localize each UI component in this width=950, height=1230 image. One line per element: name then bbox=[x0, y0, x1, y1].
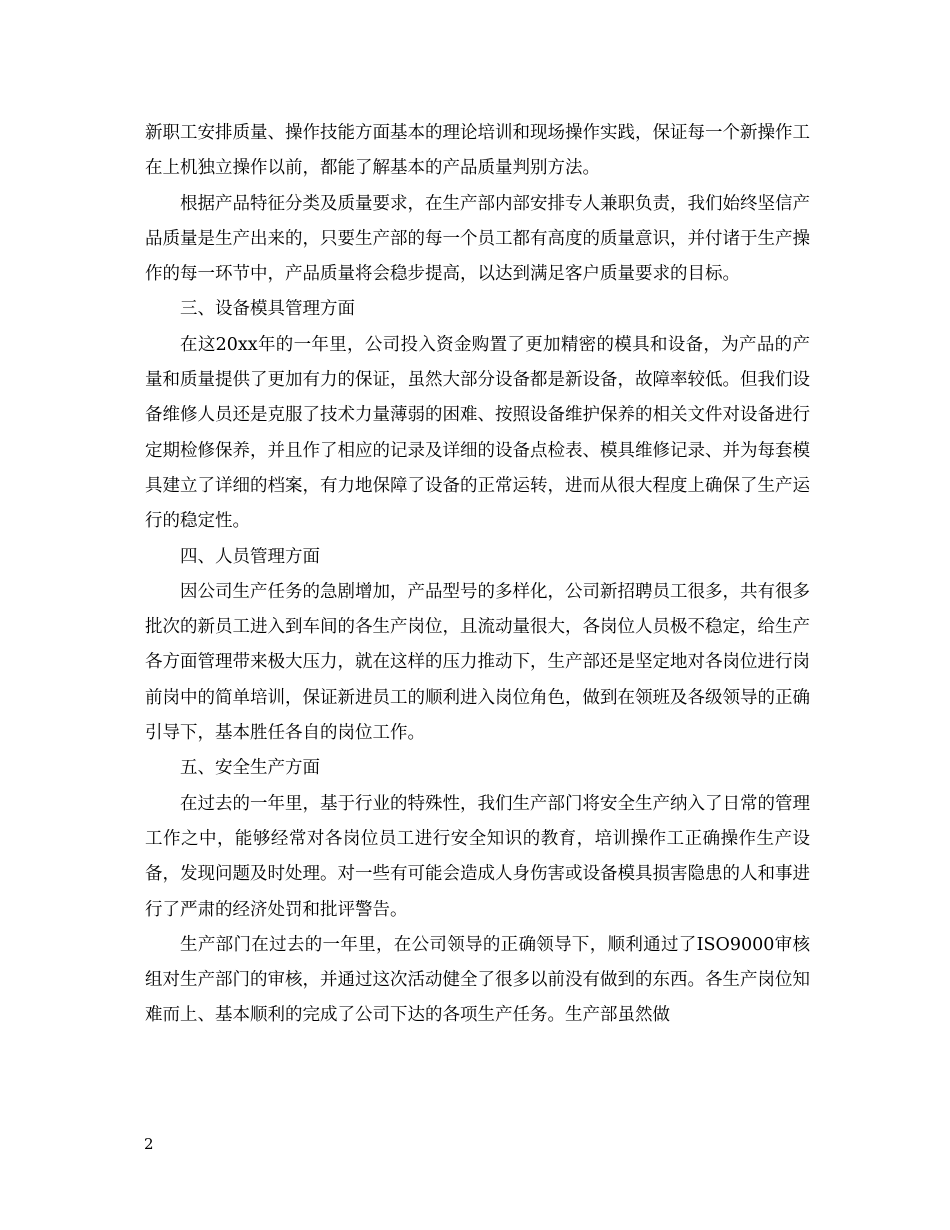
paragraph-equipment: 在这20xx年的一年里，公司投入资金购置了更加精密的模具和设备，为产品的产量和质量提供了更加有力的保证，虽然大部分设备都是新设备，故障率较低。但我们设备维修人员还是克服了技术力量薄弱的困难、按照设备维护保养的相关文件对设备进行定期检修保养，并且作了相应的记录及详细的设备点检表、模具维修记录、并为每套模具建立了详细的档案，有力地保障了设备的正常运转，进而从很大程度上确保了生产运行的稳定性。 bbox=[145, 334, 810, 532]
paragraph-summary: 生产部门在过去的一年里，在公司领导的正确领导下，顺利通过了ISO9000审核组对生产部门的审核，并通过这次活动健全了很多以前没有做到的东西。各生产岗位知难而上、基本顺利的完成了公司下达的各项生产任务。生产部虽然做 bbox=[145, 934, 810, 1026]
section-heading-equipment: 三、设备模具管理方面 bbox=[180, 299, 355, 320]
document-body bbox=[145, 116, 810, 1034]
section-heading-safety: 五、安全生产方面 bbox=[180, 758, 320, 779]
paragraph-training-continued: 新职工安排质量、操作技能方面基本的理论培训和现场操作实践，保证每一个新操作工在上机独立操作以前，都能了解基本的产品质量判别方法。 bbox=[145, 123, 810, 179]
section-heading-personnel: 四、人员管理方面 bbox=[180, 546, 320, 567]
paragraph-personnel: 因公司生产任务的急剧增加，产品型号的多样化，公司新招聘员工很多，共有很多批次的新员工进入到车间的各生产岗位，且流动量很大，各岗位人员极不稳定，给生产各方面管理带来极大压力，就在这样的压力推动下，生产部还是坚定地对各岗位进行岗前岗中的简单培训，保证新进员工的顺利进入岗位角色，做到在领班及各级领导的正确引导下，基本胜任各自的岗位工作。 bbox=[145, 581, 810, 744]
page-number: 2 bbox=[144, 1135, 154, 1153]
paragraph-safety: 在过去的一年里，基于行业的特殊性，我们生产部门将安全生产纳入了日常的管理工作之中，能够经常对各岗位员工进行安全知识的教育，培训操作工正确操作生产设备，发现问题及时处理。对一些有可能会造成人身伤害或设备模具损害隐患的人和事进行了严肃的经济处罚和批评警告。 bbox=[145, 793, 810, 920]
paragraph-quality: 根据产品特征分类及质量要求，在生产部内部安排专人兼职负责，我们始终坚信产品质量是生产出来的，只要生产部的每一个员工都有高度的质量意识，并付诸于生产操作的每一环节中，产品质量将会稳步提高，以达到满足客户质量要求的目标。 bbox=[145, 193, 810, 285]
